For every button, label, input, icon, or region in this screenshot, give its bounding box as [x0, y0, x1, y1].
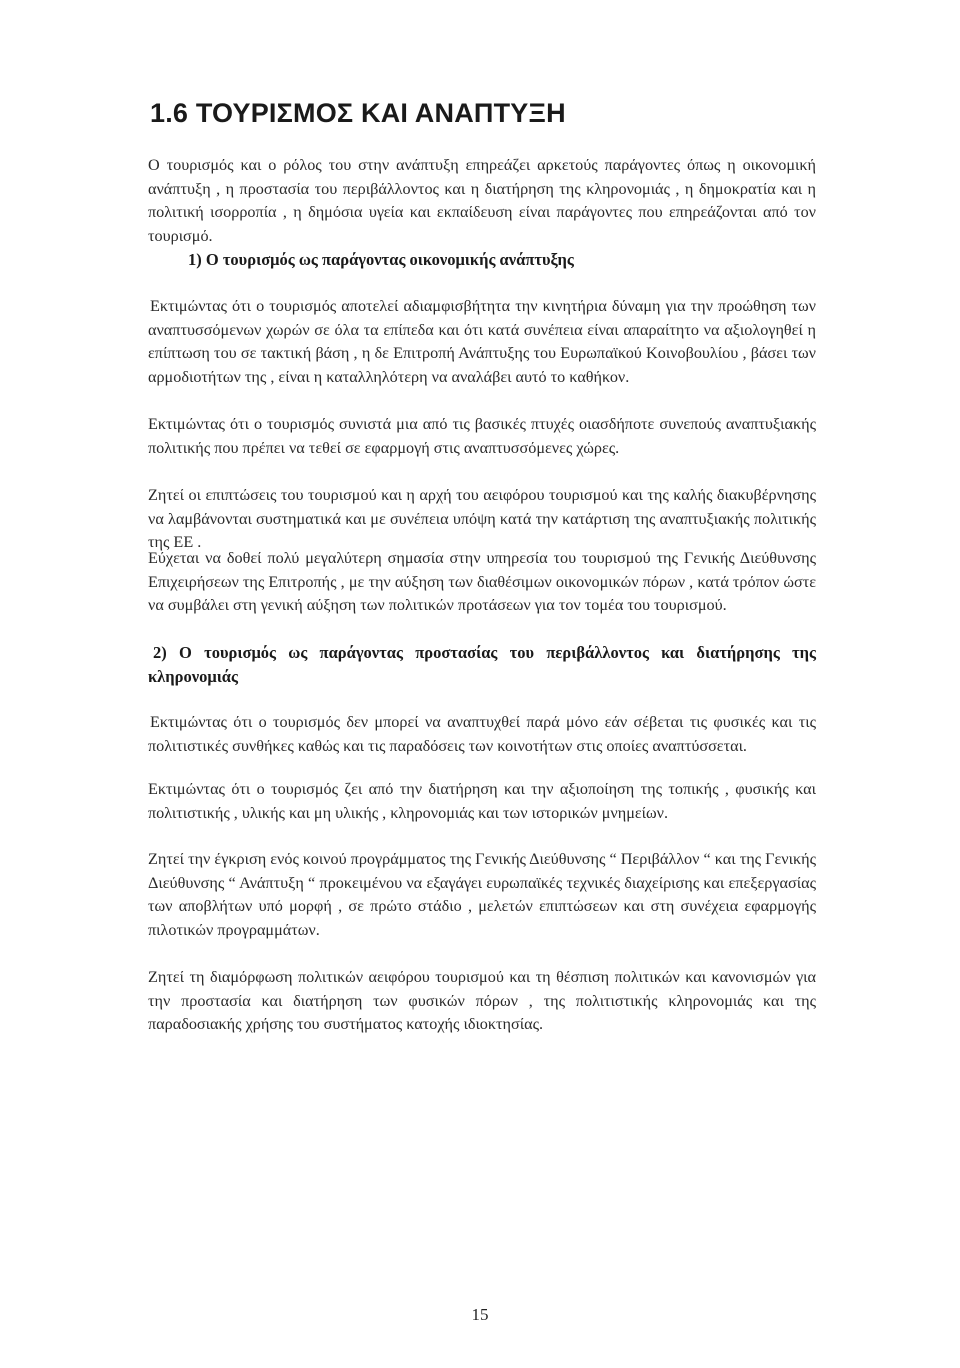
section1-paragraph-4: Εύχεται να δοθεί πολύ μεγαλύτερη σημασία στην υπηρεσία του τουρισμού της Γενικής Διεύθυνσης Επιχειρήσεων της Επιτροπής , με την αύξηση των διαθέσιμων οικονομικών πόρων , κατά τρόπον ώστε να συμβάλει στη γενική αύξηση των πολιτικών προτάσεων για τον τομέα του τουρισμού. — [148, 549, 816, 614]
section1-paragraph-2: Εκτιμώντας ότι ο τουρισμός συνιστά μια από τις βασικές πτυχές οιασδήποτε συνεπούς αναπτυξιακής πολιτικής που πρέπει να τεθεί σε εφαρμογή στις αναπτυσσόμενες χώρες. — [148, 415, 816, 457]
section-heading-environment-heritage: 2) Ο τουρισμός ως παράγοντας προστασίας του περιβάλλοντος και διατήρησης της κληρονομιάς — [148, 643, 816, 686]
intro-paragraph: Ο τουρισμός και ο ρόλος του στην ανάπτυξη επηρεάζει αρκετούς παράγοντες όπως η οικονομική ανάπτυξη , η προστασία του περιβάλλοντος και η διατήρηση της κληρονομιάς , η δημοκρατία και η πολιτική ισορροπία , η δημόσια υγεία και εκπαίδευση είναι παράγοντες που επηρεάζονται από τον τουρισμό. — [148, 156, 816, 245]
section2-paragraph-1: Εκτιμώντας ότι ο τουρισμός δεν μπορεί να αναπτυχθεί παρά μόνο εάν σέβεται τις φυσικές και τις πολιτιστικές συνθήκες καθώς και τις παραδόσεις των κοινοτήτων στις οποίες αναπτύσσεται. — [148, 713, 816, 755]
page-number: 15 — [471, 1305, 489, 1324]
section1-paragraph-3: Ζητεί οι επιπτώσεις του τουρισμού και η αρχή του αειφόρου τουρισμού και της καλής διακυβέρνησης να λαμβάνονται συστηματικά και με συνέπεια υπόψη κατά την κατάρτιση της αναπτυξιακής πολιτικής της ΕΕ . — [148, 486, 816, 551]
section-heading-economic-development: 1) Ο τουρισμός ως παράγοντας οικονομικής ανάπτυξης — [188, 250, 574, 269]
section2-paragraph-4: Ζητεί τη διαμόρφωση πολιτικών αειφόρου τουρισμού και τη θέσπιση πολιτικών και κανονισμών για την προστασία και διατήρηση των φυσικών πόρων , της πολιτιστικής κληρονομιάς και της παραδοσιακής χρήσης του συστήματος κατοχής ιδιοκτησίας. — [148, 968, 816, 1033]
section1-paragraph-1: Εκτιμώντας ότι ο τουρισμός αποτελεί αδιαμφισβήτητα την κινητήρια δύναμη για την προώθηση των αναπτυσσόμενων χωρών σε όλα τα επίπεδα και ότι κατά συνέπεια είναι απαραίτητο να αξιολογηθεί η επίπτωση του σε τακτική βάση , η δε Επιτροπή Ανάπτυξης του Ευρωπαϊκού Κοινοβουλίου , βάσει των αρμοδιοτήτων της , είναι η καταλληλότερη να αναλάβει αυτό το καθήκον. — [148, 297, 816, 386]
section2-paragraph-2: Εκτιμώντας ότι ο τουρισμός ζει από την διατήρηση και την αξιοποίηση της τοπικής , φυσικής και πολιτιστικής , υλικής και μη υλικής , κληρονομιάς και των ιστορικών μνημείων. — [148, 780, 816, 822]
page-title: 1.6 ΤΟΥΡΙΣΜΟΣ ΚΑΙ ΑΝΑΠΤΥΞΗ — [150, 98, 566, 128]
section2-paragraph-3: Ζητεί την έγκριση ενός κοινού προγράμματος της Γενικής Διεύθυνσης “ Περιβάλλον “ και της Γενικής Διεύθυνσης “ Ανάπτυξη “ προκειμένου να εξαγάγει ευρωπαϊκές τεχνικές διαχείρισης και επεξεργασίας των αποβλήτων υπό μορφή , σε πρώτο στάδιο , μελετών επιπτώσεων και στη συνέχεια εφαρμογής πιλοτικών προγραμμάτων. — [148, 850, 816, 939]
